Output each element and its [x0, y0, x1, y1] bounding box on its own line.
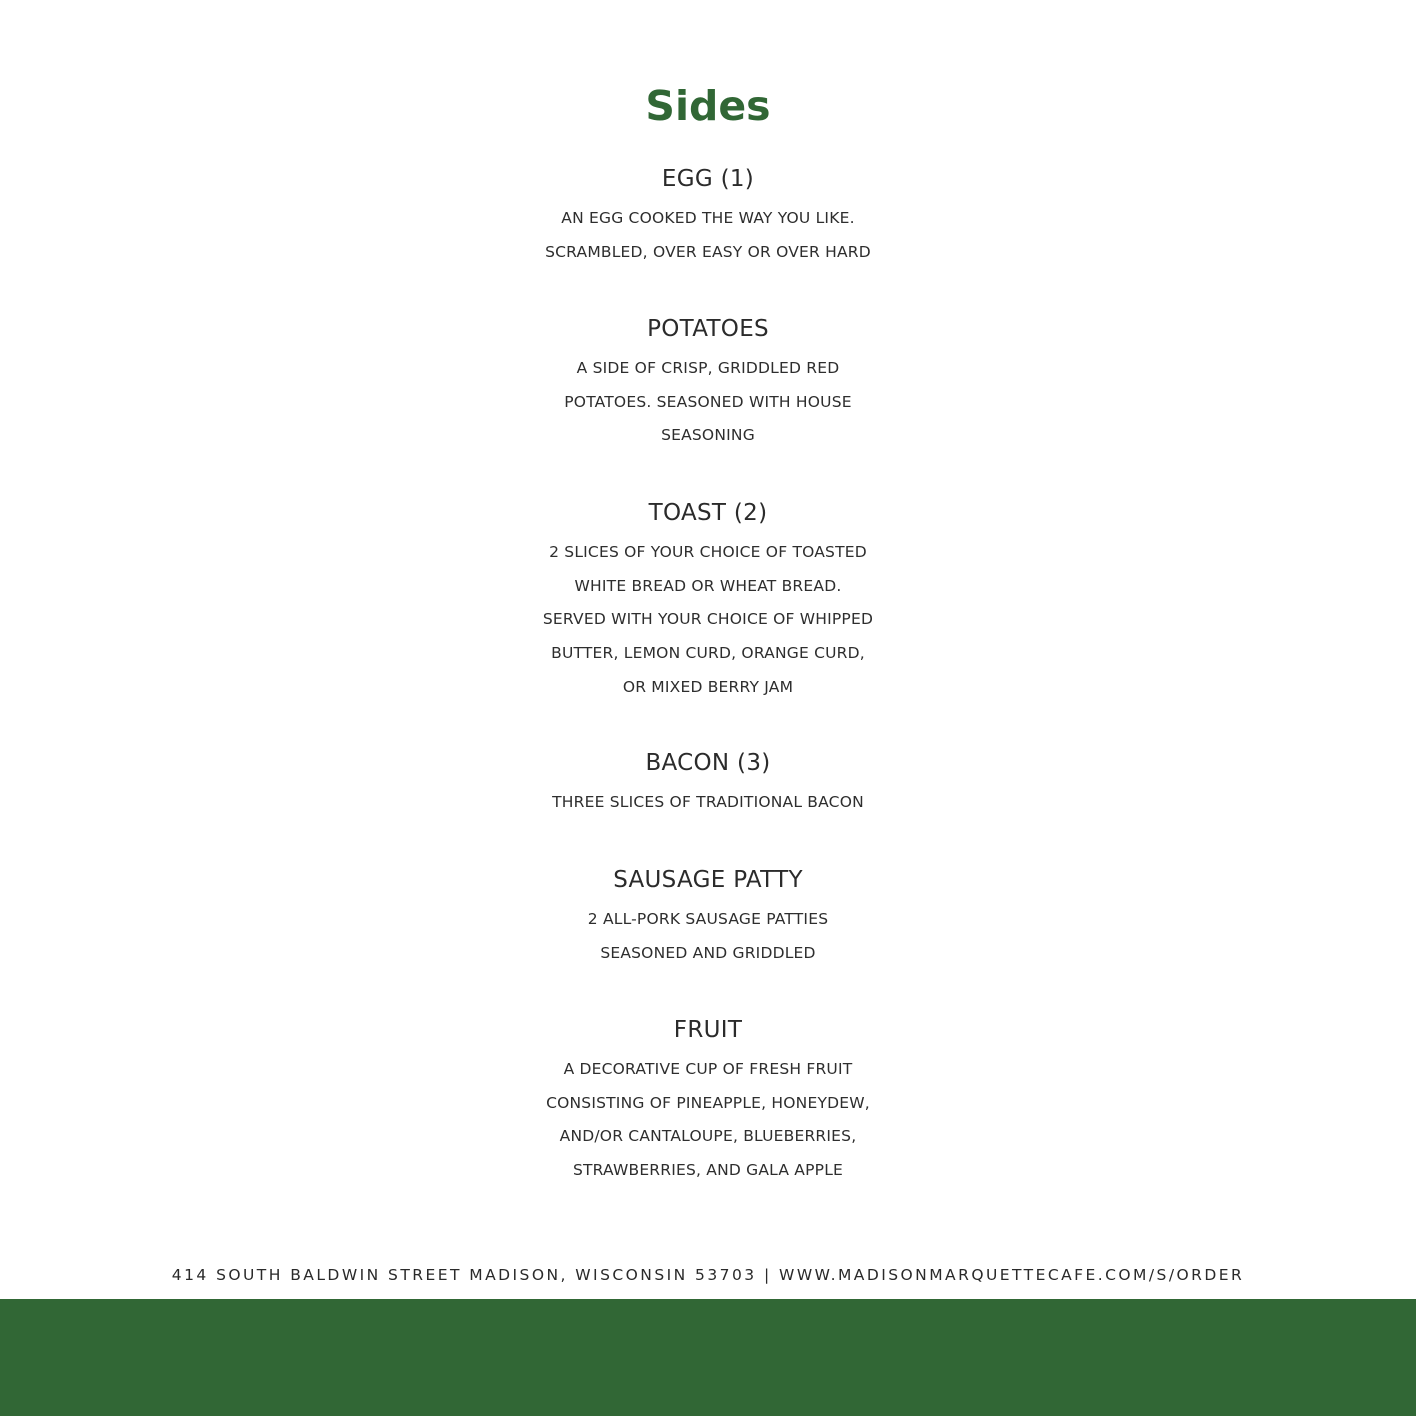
item-description-line: AN EGG COOKED THE WAY YOU LIKE.	[561, 209, 855, 227]
item-name: FRUIT	[673, 1017, 743, 1043]
item-name: TOAST (2)	[648, 500, 768, 526]
item-description-line: SEASONED AND GRIDDLED	[600, 943, 816, 962]
item-description-line: STRAWBERRIES, AND GALA APPLE	[572, 1161, 844, 1180]
item-description	[0, 1053, 1416, 1188]
item-name: BACON (3)	[645, 750, 771, 776]
item-description-line: OR MIXED BERRY JAM	[622, 677, 794, 696]
item-description-line: A DECORATIVE CUP OF FRESH FRUIT	[563, 1060, 853, 1078]
item-name: EGG (1)	[661, 166, 755, 192]
item-description-line: THREE SLICES OF TRADITIONAL BACON	[552, 793, 864, 811]
item-description	[0, 202, 1416, 269]
item-description-line: SCRAMBLED, OVER EASY OR OVER HARD	[545, 242, 871, 261]
item-description	[0, 903, 1416, 970]
item-description-line: BUTTER, LEMON CURD, ORANGE CURD,	[551, 644, 865, 663]
item-description-line: SEASONING	[661, 426, 755, 445]
item-description-line: A SIDE OF CRISP, GRIDDLED RED	[576, 359, 840, 377]
menu-item-fruit	[0, 1015, 1416, 1188]
item-description	[0, 786, 1416, 820]
item-name: SAUSAGE PATTY	[613, 867, 803, 893]
item-name: POTATOES	[647, 316, 769, 342]
footer-address: 414 SOUTH BALDWIN STREET MADISON, WISCONSIN 53703 | WWW.MADISONMARQUETTECAFE.COM/S/ORDER	[171, 1266, 1245, 1284]
item-description-line: POTATOES. SEASONED WITH HOUSE	[564, 392, 852, 411]
page-title: Sides	[645, 82, 771, 130]
menu-item-toast	[0, 498, 1416, 704]
item-description-line: AND/OR CANTALOUPE, BLUEBERRIES,	[559, 1127, 857, 1146]
footer-band	[0, 1299, 1416, 1416]
item-description-line: WHITE BREAD OR WHEAT BREAD.	[574, 576, 842, 595]
item-description-line: 2 ALL-PORK SAUSAGE PATTIES	[587, 910, 829, 928]
menu-item-potatoes	[0, 314, 1416, 453]
item-description	[0, 352, 1416, 453]
menu-item-sausage-patty	[0, 865, 1416, 970]
menu-item-bacon	[0, 748, 1416, 820]
item-description-line: 2 SLICES OF YOUR CHOICE OF TOASTED	[549, 543, 867, 561]
item-description-line: CONSISTING OF PINEAPPLE, HONEYDEW,	[546, 1093, 870, 1112]
item-description-line: SERVED WITH YOUR CHOICE OF WHIPPED	[542, 610, 874, 629]
menu-item-egg	[0, 164, 1416, 269]
item-description	[0, 536, 1416, 704]
